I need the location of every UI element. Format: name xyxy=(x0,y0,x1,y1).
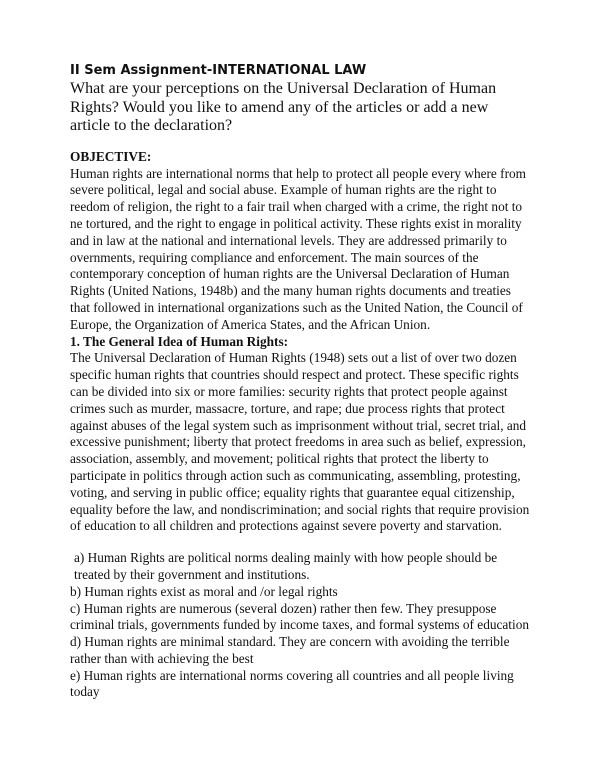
objective-paragraph: Human rights are international norms that help to protect all people every where from severe political, legal and social abuse. Example of human rights are the right to reedom of religion, the right to a fair trail when charged with a crime, the right not to ne tortured, and the right to engage in political activity. These rights exist in morality and in law at the national and international levels. They are addressed primarily to overnments, requiring compliance and enforcement. The main sources of the contemporary conception of human rights are the Universal Declaration of Human Rights (United Nations, 1948b) and the many human rights documents and treaties that followed in international organizations such as the United Nation, the Council of Europe, the Organization of America States, and the African Union. xyxy=(70,165,527,332)
points-list xyxy=(70,550,530,701)
section-1-heading: 1. The General Idea of Human Rights: xyxy=(70,333,289,349)
document-page xyxy=(70,62,530,701)
list-item: b) Human rights exist as moral and /or legal rights xyxy=(70,583,338,599)
assignment-question: What are your perceptions on the Universal Declaration of Human Rights? Would you like to amend any of the articles or add a new article to the declaration? xyxy=(70,80,497,135)
list-item: a) Human Rights are political norms dealing mainly with how people should be treated by their government and institutions. xyxy=(74,550,498,582)
list-item: c) Human rights are numerous (several dozen) rather then few. They presuppose criminal trials, governments funded by income taxes, and formal systems of education xyxy=(70,600,529,633)
list-item: e) Human rights are international norms covering all countries and all people living today xyxy=(70,667,514,700)
objective-heading: OBJECTIVE: xyxy=(70,148,152,164)
section-1-paragraph: The Universal Declaration of Human Rights (1948) sets out a list of over two dozen specific human rights that countries should respect and protect. These specific rights can be divided into six or more families: security rights that protect people against crimes such as murder, massacre, torture, and rape; due process rights that protect against abuses of the legal system such as imprisonment without trial, secret trial, and excessive punishment; liberty that protect freedoms in area such as belief, expression, association, assembly, and movement; political rights that protect the liberty to participate in politics through action such as communicating, assembling, protesting, voting, and serving in public office; equality rights that guarantee equal citizenship, equality before the law, and nondiscrimination; and social rights that require provision of education to all children and protections against severe poverty and starvation. xyxy=(70,350,530,534)
list-item: d) Human rights are minimal standard. They are concern with avoiding the terrible rather than with achieving the best xyxy=(70,634,510,666)
assignment-title: II Sem Assignment-INTERNATIONAL LAW xyxy=(70,63,367,78)
